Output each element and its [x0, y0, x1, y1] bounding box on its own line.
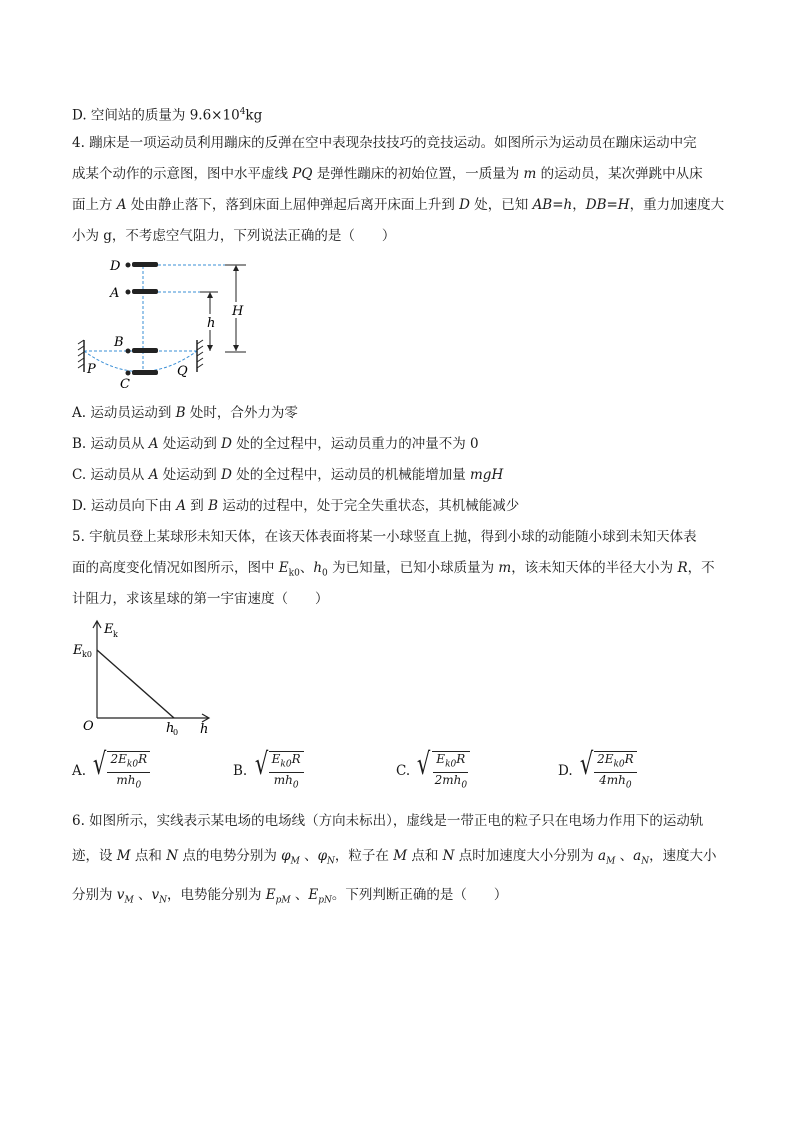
label-a: A: [110, 286, 120, 301]
q4-stem-line3: 面上方 A 处由静止落下，落到床面上屈伸弹起后离开床面上升到 D 处，已知 AB=h，DB=H，重力加速度大: [72, 197, 725, 213]
q4-stem-line2: 成某个动作的示意图，图中水平虚线 PQ 是弹性蹦床的初始位置，一质量为 m 的运动员，某次弹跳中从床: [72, 166, 703, 182]
athlete-a-icon: [126, 289, 159, 295]
y-axis-label: E: [104, 622, 114, 637]
q5-stem-line2: 面的高度变化情况如图所示，图中 $E_{k0}$、$h_0$ 为已知量，已知小球质量为 m，该未知天体的半径大小为 R，不: [72, 560, 715, 579]
label-big-h: H: [232, 304, 244, 319]
q5-stem-line3: 计阻力，求该星球的第一宇宙速度（ ）: [72, 591, 329, 607]
athlete-b-icon: [126, 348, 159, 354]
y0-label-sub: k0: [82, 650, 92, 659]
q4-option-b: B. 运动员从 A 处运动到 D 处的全过程中，运动员重力的冲量不为 0: [72, 436, 479, 452]
q5-stem-line1: 5. 宇航员登上某球形未知天体，在该天体表面将某一小球竖直上抛，得到小球的动能随小球到未知天体表: [72, 529, 697, 545]
origin-label: O: [83, 719, 94, 734]
label-h: h: [207, 316, 216, 331]
q6-stem-line3: 分别为 $v_M$ 、$v_N$，电势能分别为 $E_{pM}$ 、$E_{pN}$。下列判断正确的是（ ）: [72, 887, 508, 906]
prev-option-d: D. 空间站的质量为 $9.6\times 10^4kg$: [72, 107, 263, 124]
label-p: P: [87, 362, 96, 377]
q4-option-c: C. 运动员从 A 处运动到 D 处的全过程中，运动员的机械能增加量 mgH: [72, 467, 504, 483]
label-d: D: [110, 259, 121, 274]
label-q: Q: [177, 364, 188, 379]
x0-label-sub: 0: [173, 728, 179, 737]
label-c: C: [120, 377, 130, 392]
q5-option-d: D. √ $\frac{2E_{k0}R}{4mh_0}$: [558, 748, 637, 794]
ek-h-graph: [70, 618, 220, 740]
y-axis-label-sub: k: [113, 630, 118, 639]
x0-label: h: [166, 721, 175, 736]
q4-stem-line1: 4. 蹦床是一项运动员利用蹦床的反弹在空中表现杂技技巧的竞技运动。如图所示为运动员在蹦床运动中完: [72, 135, 697, 151]
x-axis-label: h: [200, 722, 209, 737]
q4-option-d: D. 运动员向下由 A 到 B 运动的过程中，处于完全失重状态，其机械能减少: [72, 498, 520, 514]
q4-option-a: A. 运动员运动到 B 处时，合外力为零: [72, 405, 298, 421]
y0-label: E: [73, 643, 83, 658]
q5-option-b: B. √ $\frac{E_{k0}R}{mh_0}$: [233, 748, 304, 794]
trampoline-figure: [70, 252, 270, 392]
q5-option-a: A. √ $\frac{2E_{k0}R}{mh_0}$: [72, 748, 150, 794]
q4-stem-line4: 小为 g，不考虑空气阻力，下列说法正确的是（ ）: [72, 228, 396, 244]
label-b: B: [114, 335, 124, 350]
q6-stem-line2: 迹，设 M 点和 N 点的电势分别为 $\varphi_M$ 、$\varphi_N$，粒子在 M 点和 N 点时加速度大小分别为 $a_M$ 、$a_N$，速度大小: [72, 848, 717, 867]
q5-option-c: C. √ $\frac{E_{k0}R}{2mh_0}$: [396, 748, 470, 794]
q6-stem-line1: 6. 如图所示，实线表示某电场的电场线（方向未标出），虚线是一带正电的粒子只在电场力作用下的运动轨: [72, 813, 704, 829]
athlete-d-icon: [126, 262, 159, 268]
